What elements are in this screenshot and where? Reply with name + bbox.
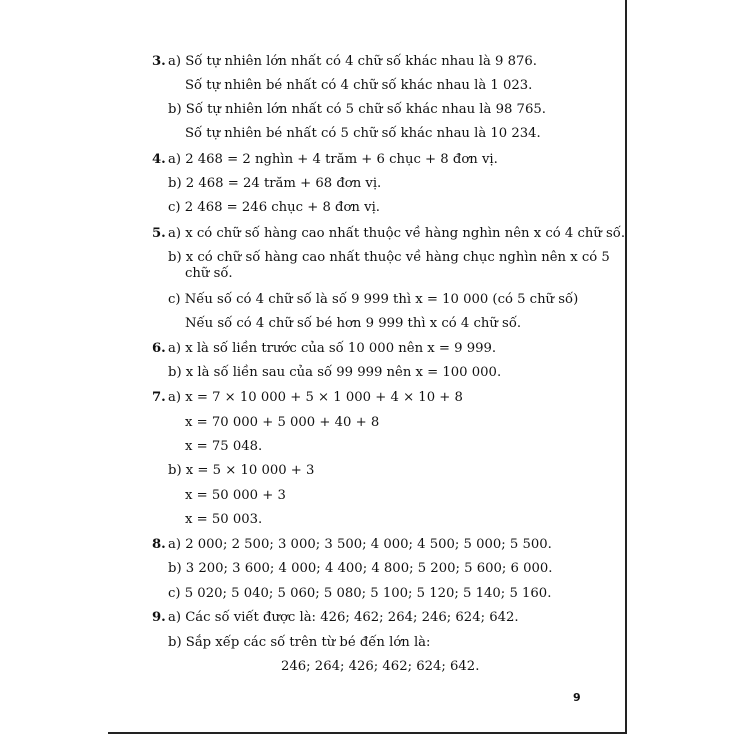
problem-number: 7. xyxy=(152,390,166,405)
answer-line: Số tự nhiên bé nhất có 5 chữ số khác nhau là 10 234. xyxy=(185,126,541,141)
answer-line: c) 2 468 = 246 chục + 8 đơn vị. xyxy=(168,200,380,215)
answer-line: a) 2 468 = 2 nghìn + 4 trăm + 6 chục + 8 đơn vị. xyxy=(168,152,498,167)
answer-line: a) x = 7 × 10 000 + 5 × 1 000 + 4 × 10 + 8 xyxy=(168,390,463,405)
answer-line: chữ số. xyxy=(185,266,233,281)
answer-line: a) 2 000; 2 500; 3 000; 3 500; 4 000; 4 500; 5 000; 5 500. xyxy=(168,537,552,552)
answer-line: x = 50 003. xyxy=(185,512,263,527)
answer-line: x = 50 000 + 3 xyxy=(185,488,286,503)
answer-line: b) Số tự nhiên lớn nhất có 5 chữ số khác nhau là 98 765. xyxy=(168,102,546,117)
problem-number: 4. xyxy=(152,152,166,167)
answer-line: Nếu số có 4 chữ số bé hơn 9 999 thì x có 4 chữ số. xyxy=(185,316,522,331)
answer-line: a) x là số liền trước của số 10 000 nên x = 9 999. xyxy=(168,341,497,356)
answer-line: b) x là số liền sau của số 99 999 nên x = 100 000. xyxy=(168,365,502,380)
answer-line: a) x có chữ số hàng cao nhất thuộc về hàng nghìn nên x có 4 chữ số. xyxy=(168,226,626,241)
answer-line: b) Sắp xếp các số trên từ bé đến lớn là: xyxy=(168,635,431,650)
answer-line: b) 3 200; 3 600; 4 000; 4 400; 4 800; 5 200; 5 600; 6 000. xyxy=(168,561,553,576)
answer-line: b) x = 5 × 10 000 + 3 xyxy=(168,463,315,478)
answer-line: a) Số tự nhiên lớn nhất có 4 chữ số khác nhau là 9 876. xyxy=(168,54,537,69)
answer-line: a) Các số viết được là: 426; 462; 264; 246; 624; 642. xyxy=(168,610,519,625)
answer-line: b) 2 468 = 24 trăm + 68 đơn vị. xyxy=(168,176,382,191)
answer-line: Số tự nhiên bé nhất có 4 chữ số khác nhau là 1 023. xyxy=(185,78,533,93)
problem-number: 3. xyxy=(152,54,166,69)
problem-number: 5. xyxy=(152,226,166,241)
problem-number: 6. xyxy=(152,341,166,356)
answer-line: 246; 264; 426; 462; 624; 642. xyxy=(281,659,480,674)
answer-line: b) x có chữ số hàng cao nhất thuộc về hàng chục nghìn nên x có 5 xyxy=(168,250,610,265)
answer-line: c) Nếu số có 4 chữ số là số 9 999 thì x = 10 000 (có 5 chữ số) xyxy=(168,292,579,307)
answer-line: c) 5 020; 5 040; 5 060; 5 080; 5 100; 5 120; 5 140; 5 160. xyxy=(168,586,552,601)
answer-line: x = 75 048. xyxy=(185,439,263,454)
page-number: 9 xyxy=(573,691,581,704)
problem-number: 8. xyxy=(152,537,166,552)
problem-number: 9. xyxy=(152,610,166,625)
answer-line: x = 70 000 + 5 000 + 40 + 8 xyxy=(185,415,380,430)
